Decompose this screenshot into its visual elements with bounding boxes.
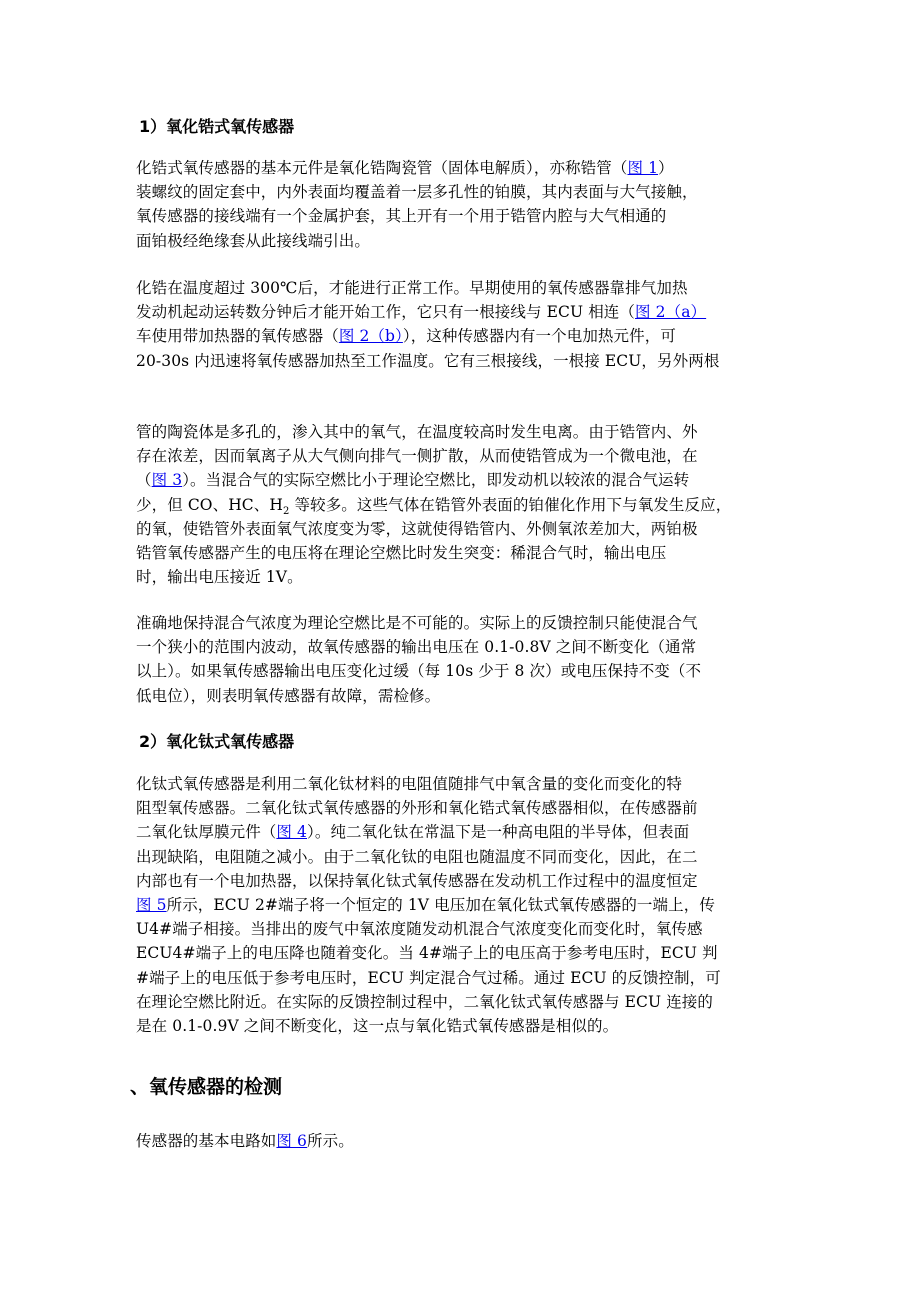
text-line: 面铂极经绝缘套从此接线端引出。 (136, 231, 371, 250)
text-segment: 二氧化钛厚膜元件（ (136, 823, 277, 842)
text-line: 是在 0.1-0.9V 之间不断变化，这一点与氧化锆式氧传感器是相似的。 (136, 1016, 619, 1035)
paragraph-feedback-voltage (136, 611, 784, 708)
text-line (136, 468, 784, 492)
paragraph-zirconia-heating (136, 276, 784, 373)
figure-link[interactable]: 图 2（b） (338, 327, 403, 346)
paragraph-zirconia-structure (136, 156, 784, 253)
text-line: 准确地保持混合气浓度为理论空燃比是不可能的。实际上的反馈控制只能使混合气 (136, 614, 698, 632)
text-line: 一个狭小的范围内波动，故氧传感器的输出电压在 0.1-0.8V 之间不断变化（通常 (136, 638, 697, 657)
text-segment: 传感器的基本电路如 (136, 1132, 277, 1150)
paragraph-basic-circuit (136, 1129, 784, 1153)
text-line: 锆管氧传感器产生的电压将在理论空燃比时发生突变：稀混合气时，输出电压 (136, 543, 667, 562)
figure-link[interactable]: 图 6 (276, 1132, 307, 1150)
text-line (136, 493, 784, 517)
text-segment: 发动机起动运转数分钟后才能开始工作，它只有一根接线与 ECU 相连（ (136, 303, 635, 322)
text-line: 存在浓差，因而氧离子从大气侧向排气一侧扩散，从而使锆管成为一个微电池，在 (136, 447, 698, 466)
text-line: 低电位），则表明氧传感器有故障，需检修。 (136, 686, 441, 705)
figure-link[interactable]: 图 5 (136, 895, 167, 914)
text-line: 的氧，使锆管外表面氧气浓度变为零，这就使得锆管内、外侧氧浓差加大，两铂极 (136, 519, 698, 538)
text-segment: 少，但 CO、HC、H (136, 495, 283, 514)
text-line (136, 1129, 784, 1153)
text-segment: 车使用带加热器的氧传感器（ (136, 327, 339, 346)
figure-link[interactable]: 图 2（a） (635, 303, 707, 322)
text-line: 内部也有一个电加热器，以保持氧化钛式氧传感器在发动机工作过程中的温度恒定 (136, 871, 698, 890)
figure-link[interactable]: 图 4 (276, 823, 307, 842)
text-segment: 所示，ECU 2#端子将一个恒定的 1V 电压加在氧化钛式氧传感器的一端上，传 (166, 895, 715, 914)
text-line: 时，输出电压接近 1V。 (136, 568, 303, 587)
figure-link[interactable]: 图 1 (627, 159, 659, 177)
text-line: 在理论空燃比附近。在实际的反馈控制过程中，二氧化钛式氧传感器与 ECU 连接的 (136, 992, 713, 1011)
text-line (136, 893, 784, 917)
text-line (136, 324, 784, 348)
paragraph-zirconia-principle (136, 420, 784, 589)
text-segment: ） (658, 159, 674, 177)
text-line (136, 300, 784, 324)
text-segment: 所示。 (307, 1132, 354, 1150)
text-line: U4#端子相接。当排出的废气中氧浓度随发动机混合气浓度变化而变化时，氧传感 (136, 920, 703, 939)
text-line: 管的陶瓷体是多孔的，渗入其中的氧气，在温度较高时发生电离。由于锆管内、外 (136, 423, 698, 441)
figure-link[interactable]: 图 3 (151, 471, 183, 490)
text-line: #端子上的电压低于参考电压时，ECU 判定混合气过稀。通过 ECU 的反馈控制，可 (136, 968, 721, 987)
text-line: ECU4#端子上的电压降也随着变化。当 4#端子上的电压高于参考电压时，ECU 判 (136, 944, 718, 963)
text-segment: ）。纯二氧化钛在常温下是一种高电阻的半导体，但表面 (307, 823, 690, 842)
text-segment: 等较多。这些气体在锆管外表面的铂催化作用下与氧发生反应， (289, 495, 732, 514)
text-line: 以上）。如果氧传感器输出电压变化过缓（每 10s 少于 8 次）或电压保持不变（不 (136, 662, 702, 681)
text-line: 20-30s 内迅速将氧传感器加热至工作温度。它有三根接线，一根接 ECU，另外两根 (136, 351, 720, 370)
text-line: 化锆在温度超过 300℃后，才能进行正常工作。早期使用的氧传感器靠排气加热 (136, 279, 688, 297)
text-segment: ），这种传感器内有一个电加热元件，可 (402, 327, 676, 346)
text-segment: （ (136, 471, 152, 490)
text-line (136, 820, 784, 844)
text-segment: 化锆式氧传感器的基本元件是氧化锆陶瓷管（固体电解质），亦称锆管（ (136, 159, 628, 177)
paragraph-titania-sensor (136, 772, 784, 1038)
heading-zirconia-sensor: 1）氧化锆式氧传感器 (139, 117, 295, 136)
text-line: 化钛式氧传感器是利用二氧化钛材料的电阻值随排气中氧含量的变化而变化的特 (136, 775, 683, 793)
text-line: 装螺纹的固定套中，内外表面均覆盖着一层多孔性的铂膜，其内表面与大气接触， (136, 183, 698, 202)
text-segment: ）。当混合气的实际空燃比小于理论空燃比，即发动机以较浓的混合气运转 (182, 471, 690, 490)
text-line: 阻型氧传感器。二氧化钛式氧传感器的外形和氧化锆式氧传感器相似，在传感器前 (136, 799, 698, 818)
text-line: 出现缺陷，电阻随之减小。由于二氧化钛的电阻也随温度不同而变化，因此，在二 (136, 847, 698, 866)
heading-titania-sensor: 2）氧化钛式氧传感器 (139, 732, 295, 751)
text-line (136, 156, 784, 180)
subscript: 2 (283, 505, 290, 517)
heading-sensor-detection: 、氧传感器的检测 (130, 1076, 283, 1098)
text-line: 氧传感器的接线端有一个金属护套，其上开有一个用于锆管内腔与大气相通的 (136, 207, 667, 226)
